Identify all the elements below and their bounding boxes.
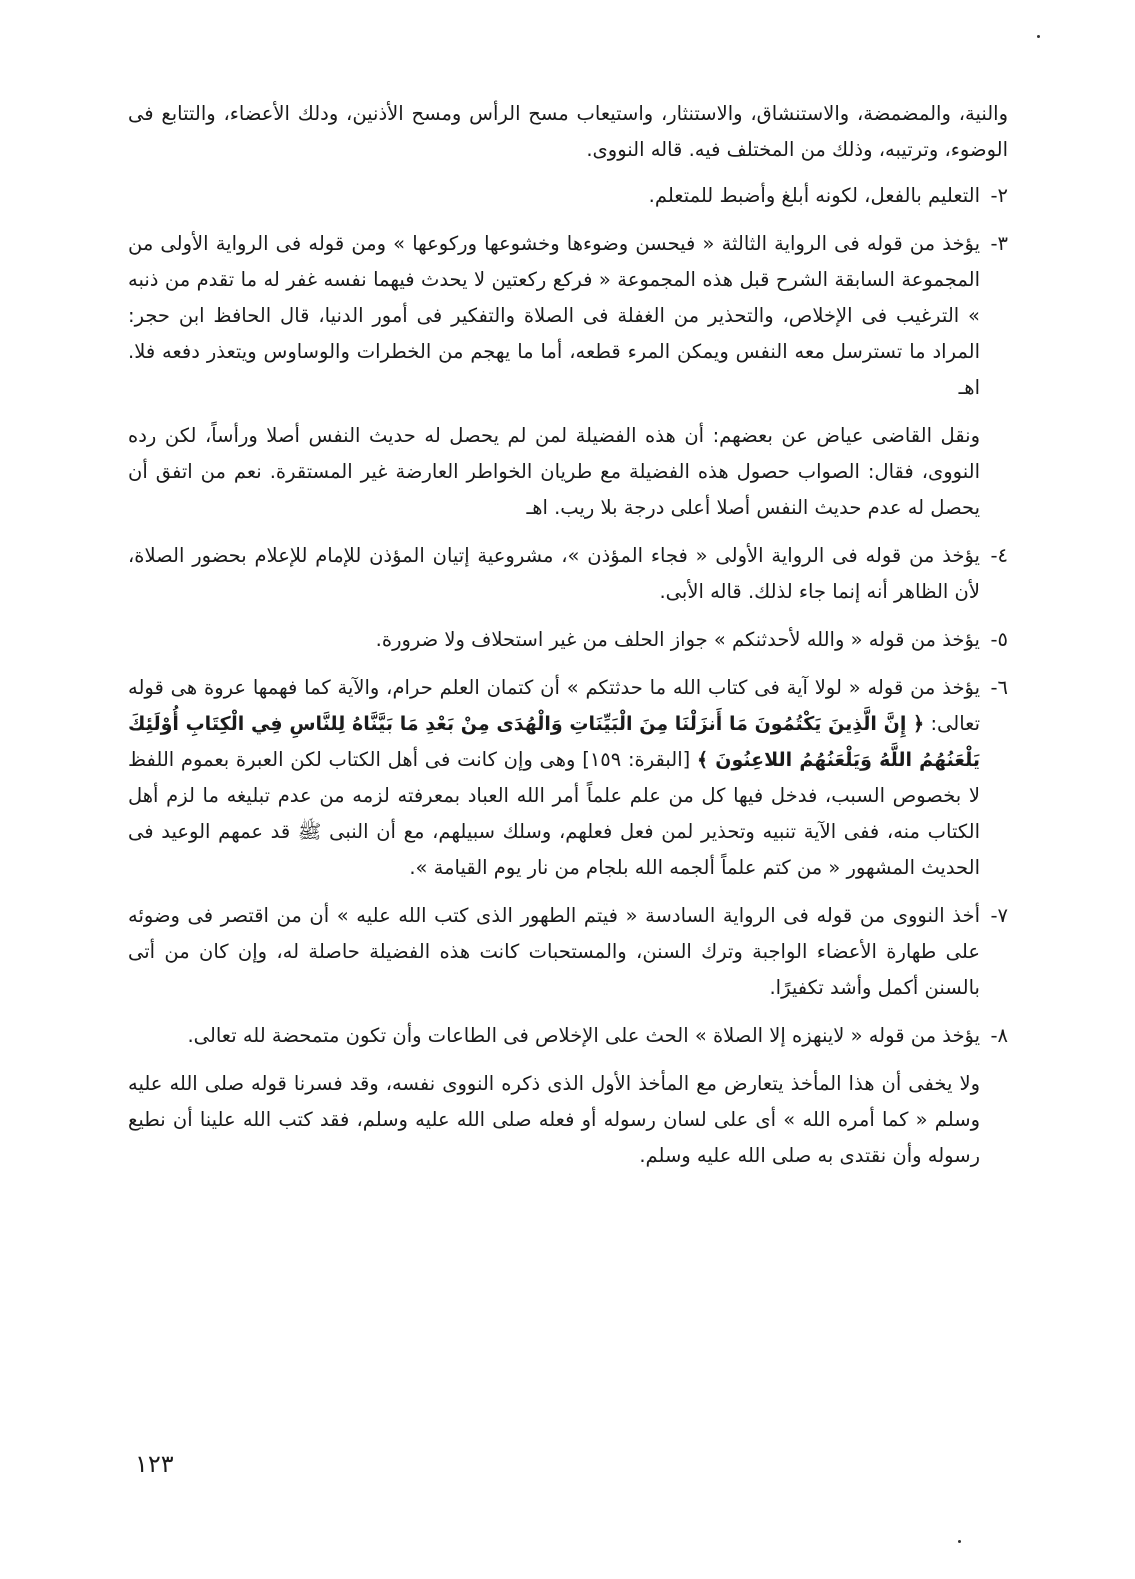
item-number: ٥-	[990, 628, 1008, 651]
item-number: ٨-	[990, 1024, 1008, 1047]
list-item-3	[128, 226, 1008, 406]
item-text: يؤخذ من قوله « والله لأحدثنكم » جواز الحلف من غير استحلاف ولا ضرورة.	[375, 628, 980, 651]
item-text: يؤخذ من قوله « لاينهزه إلا الصلاة » الحث على الإخلاص فى الطاعات وأن تكون متمحضة لله تعالى.	[187, 1024, 980, 1047]
list-item-5	[128, 622, 1008, 658]
quran-verse: ﴿ إِنَّ الَّذِينَ يَكْتُمُونَ مَا أَنزَلْنَا مِنَ الْبَيِّنَاتِ وَالْهُدَى مِنْ بَعْدِ مَا بَيَّنَّاهُ لِلنَّاسِ فِي الْكِتَابِ أُوْلَئِكَ يَلْعَنُهُمُ اللَّهُ وَيَلْعَنُهُمُ اللاعِنُونَ ﴾	[128, 713, 980, 771]
item-text: التعليم بالفعل، لكونه أبلغ وأضبط للمتعلم.	[648, 184, 980, 207]
page-number: ١٢٣	[135, 1450, 174, 1478]
item-number: ٢-	[990, 184, 1008, 207]
list-item-6	[128, 670, 1008, 886]
scan-speck	[1037, 35, 1040, 38]
item-3-note: ونقل القاضى عياض عن بعضهم: أن هذه الفضيلة لمن لم يحصل له حديث النفس أصلا ورأساً، لكن رده النووى، فقال: الصواب حصول هذه الفضيلة مع طريان الخواطر العارضة غير المستقرة. نعم من اتفق أن يحصل له عدم حديث النفس أصلا أعلى درجة بلا ريب. اهـ	[128, 424, 980, 519]
list-item-7	[128, 898, 1008, 1006]
list-item-2	[128, 178, 1008, 214]
item-number: ٦-	[990, 676, 1008, 699]
item-number: ٣-	[990, 232, 1008, 255]
item-number: ٧-	[990, 904, 1008, 927]
item-number: ٤-	[990, 544, 1008, 567]
list-item-8	[128, 1018, 1008, 1054]
scan-speck	[958, 1540, 961, 1543]
item-text: يؤخذ من قوله فى الرواية الثالثة « فيحسن وضوءها وخشوعها وركوعها » ومن قوله فى الرواية الأولى من المجموعة السابقة الشرح قبل هذه المجموعة « فركع ركعتين لا يحدث فيهما نفسه غفر له ما تقدم من ذنبه » الترغيب فى الإخلاص، والتحذير من الغفلة فى الصلاة والتفكير فى أمور الدنيا، قال الحافظ ابن حجر: المراد ما تسترسل معه النفس ويمكن المرء قطعه، أما ما يهجم من الخطرات والوساوس ويتعذر دفعه فلا. اهـ	[128, 232, 980, 399]
list-item-4	[128, 538, 1008, 610]
item-text-b: [البقرة: ١٥٩] وهى وإن كانت فى أهل الكتاب لكن العبرة بعموم اللفظ لا بخصوص السبب، فدخل فيها كل من علم علماً أمر الله العباد بمعرفته لزمه من عدم تبليغه ما لزم أهل الكتاب منه، ففى الآية تنبيه وتحذير لمن فعل فعلهم، وسلك سبيلهم، مع أن النبى ﷺ قد عمهم الوعيد فى الحديث المشهور « من كتم علماً ألجمه الله بلجام من نار يوم القيامة ».	[128, 748, 980, 879]
item-text-a: يؤخذ من قوله « لولا آية فى كتاب الله ما حدثتكم » أن كتمان العلم حرام، والآية كما فهمها عروة هى قوله تعالى:	[128, 676, 980, 735]
item-8-note: ولا يخفى أن هذا المأخذ يتعارض مع المأخذ الأول الذى ذكره النووى نفسه، وقد فسرنا قوله صلى الله عليه وسلم « كما أمره الله » أى على لسان رسوله أو فعله صلى الله عليه وسلم، فقد كتب الله علينا أن نطيع رسوله وأن نقتدى به صلى الله عليه وسلم.	[128, 1072, 980, 1167]
intro-paragraph: والنية، والمضمضة، والاستنشاق، والاستنثار، واستيعاب مسح الرأس ومسح الأذنين، ودلك الأعضاء، والتتابع فى الوضوء، وترتيبه، وذلك من المختلف فيه. قاله النووى.	[128, 102, 1008, 161]
document-body	[128, 96, 1008, 1186]
item-text: أخذ النووى من قوله فى الرواية السادسة « فيتم الطهور الذى كتب الله عليه » أن من اقتصر فى وضوئه على طهارة الأعضاء الواجبة وترك السنن، والمستحبات كانت هذه الفضيلة حاصلة له، وإن كان من أتى بالسنن أكمل وأشد تكفيرًا.	[128, 904, 980, 999]
item-text: يؤخذ من قوله فى الرواية الأولى « فجاء المؤذن »، مشروعية إتيان المؤذن للإمام للإعلام بحضور الصلاة، لأن الظاهر أنه إنما جاء لذلك. قاله الأبى.	[128, 544, 980, 603]
